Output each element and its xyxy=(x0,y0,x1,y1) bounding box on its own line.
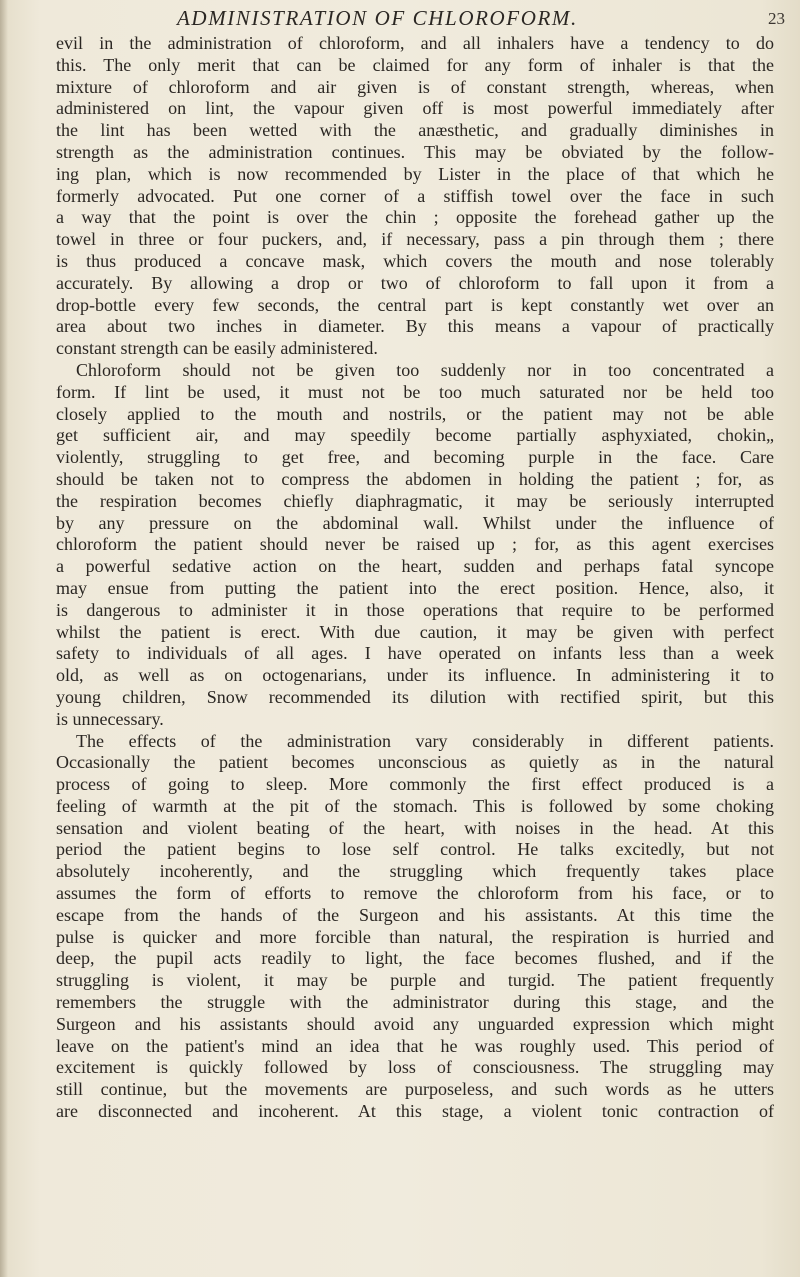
text-line: safety to individuals of all ages. I have operated on infants less than a week xyxy=(56,643,774,664)
text-line: whilst the patient is erect. With due caution, it may be given with perfect xyxy=(56,621,774,642)
text-line: Surgeon and his assistants should avoid any unguarded expression which might xyxy=(56,1013,774,1034)
text-line: chloroform the patient should never be raised up ; for, as this agent exercises xyxy=(56,534,774,555)
text-line: period the patient begins to lose self control. He talks excitedly, but not xyxy=(56,839,774,860)
text-line: ing plan, which is now recommended by Lister in the place of that which he xyxy=(56,163,774,184)
text-line: assumes the form of efforts to remove the chloroform from his face, or to xyxy=(56,883,774,904)
text-line: constant strength can be easily administered. xyxy=(56,338,378,359)
text-line: a powerful sedative action on the heart, sudden and perhaps fatal syncope xyxy=(56,556,774,577)
text-line: mixture of chloroform and air given is of constant strength, whereas, when xyxy=(56,76,774,97)
text-line: leave on the patient's mind an idea that he was roughly used. This period of xyxy=(56,1035,774,1056)
text-line: get sufficient air, and may speedily become partially asphyxiated, chokin„ xyxy=(56,425,774,446)
text-line: remembers the struggle with the administrator during this stage, and the xyxy=(56,992,774,1013)
page-header-title: ADMINISTRATION OF CHLOROFORM. xyxy=(177,6,578,30)
text-line: towel in three or four puckers, and, if necessary, pass a pin through them ; there xyxy=(56,229,774,250)
text-line: the respiration becomes chiefly diaphragmatic, it may be seriously interrupted xyxy=(56,490,774,511)
running-head xyxy=(0,6,800,36)
text-line: The effects of the administration vary considerably in different patients. xyxy=(76,730,774,751)
text-line: is thus produced a concave mask, which covers the mouth and nose tolerably xyxy=(56,250,774,271)
text-line: evil in the administration of chloroform, and all inhalers have a tendency to do xyxy=(56,33,774,53)
text-line: this. The only merit that can be claimed for any form of inhaler is that the xyxy=(56,54,774,75)
text-line: violently, struggling to get free, and becoming purple in the face. Care xyxy=(56,447,774,468)
text-line: is dangerous to administer it in those operations that require to be performed xyxy=(56,599,774,620)
text-line: Chloroform should not be given too suddenly nor in too concentrated a xyxy=(76,359,774,380)
text-line: administered on lint, the vapour given off is most powerful immediately after xyxy=(56,98,774,119)
text-line: accurately. By allowing a drop or two of chloroform to fall upon it from a xyxy=(56,272,774,293)
body-text xyxy=(56,33,774,1123)
text-line: feeling of warmth at the pit of the stomach. This is followed by some choking xyxy=(56,795,774,816)
text-line: excitement is quickly followed by loss of consciousness. The struggling may xyxy=(56,1057,774,1078)
text-line: young children, Snow recommended its dilution with rectified spirit, but this xyxy=(56,686,774,707)
text-line: deep, the pupil acts readily to light, the face becomes flushed, and if the xyxy=(56,948,774,969)
text-line: formerly advocated. Put one corner of a stiffish towel over the face in such xyxy=(56,185,774,206)
text-line: strength as the administration continues. This may be obviated by the follow- xyxy=(56,141,774,162)
text-line: sensation and violent beating of the heart, with noises in the head. At this xyxy=(56,817,774,838)
text-line: area about two inches in diameter. By this means a vapour of practically xyxy=(56,316,774,337)
text-line: a way that the point is over the chin ; opposite the forehead gather up the xyxy=(56,207,774,228)
text-line: process of going to sleep. More commonly the first effect produced is a xyxy=(56,774,774,795)
text-line: drop-bottle every few seconds, the central part is kept constantly wet over an xyxy=(56,294,774,315)
text-line: closely applied to the mouth and nostrils, or the patient may not be able xyxy=(56,403,774,424)
text-line: absolutely incoherently, and the struggling which frequently takes place xyxy=(56,861,774,882)
text-line: struggling is violent, it may be purple and turgid. The patient frequently xyxy=(56,970,774,991)
text-line: form. If lint be used, it must not be too much saturated nor be held too xyxy=(56,381,774,402)
text-line: should be taken not to compress the abdomen in holding the patient ; for, as xyxy=(56,468,774,489)
text-line: escape from the hands of the Surgeon and his assistants. At this time the xyxy=(56,904,774,925)
text-line: the lint has been wetted with the anæsthetic, and gradually diminishes in xyxy=(56,120,774,141)
page-number: 23 xyxy=(768,9,785,28)
text-line: old, as well as on octogenarians, under its influence. In administering it to xyxy=(56,665,774,686)
text-line: may ensue from putting the patient into the erect position. Hence, also, it xyxy=(56,577,774,598)
text-line: is unnecessary. xyxy=(56,708,164,729)
text-line: Occasionally the patient becomes unconscious as quietly as in the natural xyxy=(56,752,774,773)
text-line: pulse is quicker and more forcible than natural, the respiration is hurried and xyxy=(56,926,774,947)
text-line: still continue, but the movements are purposeless, and such words as he utters xyxy=(56,1079,774,1100)
text-line: are disconnected and incoherent. At this stage, a violent tonic contraction of xyxy=(56,1101,774,1122)
page-gutter-shadow xyxy=(0,0,8,1277)
text-line: by any pressure on the abdominal wall. Whilst under the influence of xyxy=(56,512,774,533)
